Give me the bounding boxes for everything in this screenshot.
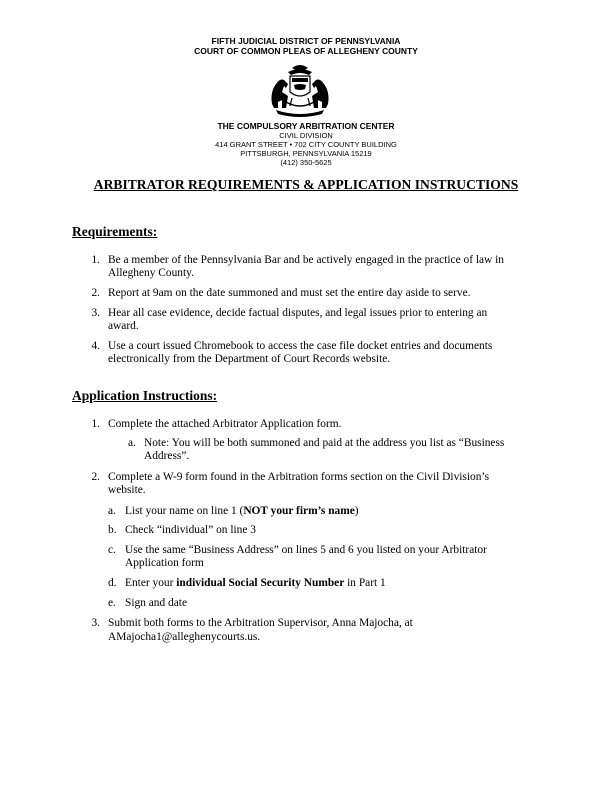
sub-step-text: Use the same “Business Address” on lines 5 and 6 you listed on your Arbitrator (125, 544, 487, 556)
requirement-text: Use a court issued Chromebook to access the case file docket entries and documents (108, 340, 493, 352)
requirement-text: Report at 9am on the date summoned and must set the entire day aside to serve. (108, 287, 471, 299)
center-name: THE COMPULSORY ARBITRATION CENTER (217, 121, 395, 131)
street-address: 414 GRANT STREET • 702 CITY COUNTY BUILDING (215, 140, 397, 149)
sub-step-text: Application form (125, 557, 204, 569)
emphasis-text: NOT your firm’s name (243, 505, 355, 517)
sub-step-text: Address”. (144, 450, 190, 462)
requirement-number: 4. (91, 340, 100, 352)
requirements-heading: Requirements: (72, 224, 158, 239)
sub-step-text: Sign and date (125, 597, 188, 609)
requirement-number: 3. (91, 307, 100, 319)
application-heading: Application Instructions: (72, 388, 218, 403)
requirement-text: electronically from the Department of Court Records website. (108, 353, 391, 365)
phone-number: (412) 350-5625 (280, 158, 332, 167)
step-number: 3. (91, 617, 100, 629)
pennsylvania-coat-of-arms-icon (262, 62, 338, 118)
step-text: Complete the attached Arbitrator Application form. (108, 418, 342, 430)
city-address: PITTSBURGH, PENNSYLVANIA 15219 (240, 149, 372, 158)
step-number: 2. (91, 471, 100, 483)
step-text: website. (108, 484, 146, 496)
sub-step-letter: e. (108, 597, 116, 609)
step-text: Submit both forms to the Arbitration Supervisor, Anna Majocha, at (108, 617, 413, 629)
division-name: CIVIL DIVISION (279, 131, 333, 140)
sub-step-letter: d. (108, 577, 117, 589)
sub-step-letter: a. (128, 437, 136, 449)
step-number: 1. (91, 418, 100, 430)
emphasis-text: individual Social Security Number (176, 577, 345, 589)
sub-step-text: List your name on line 1 (NOT your firm’s name) (125, 505, 359, 517)
step-text: Complete a W-9 form found in the Arbitration forms section on the Civil Division’s (108, 471, 490, 483)
supervisor-email-link[interactable]: AMajocha1@alleghenycourts.us. (108, 631, 261, 643)
sub-step-letter: c. (108, 544, 116, 556)
requirement-text: Be a member of the Pennsylvania Bar and be actively engaged in the practice of law in (108, 254, 504, 266)
sub-step-letter: b. (108, 524, 117, 536)
requirement-number: 1. (91, 254, 100, 266)
sub-step-text: Check “individual” on line 3 (125, 524, 256, 536)
sub-step-text: Note: You will be both summoned and paid at the address you list as “Business (144, 437, 505, 449)
requirement-number: 2. (91, 287, 100, 299)
document-title: ARBITRATOR REQUIREMENTS & APPLICATION INSTRUCTIONS (93, 177, 519, 192)
requirement-text: award. (108, 320, 139, 332)
requirement-text: Allegheny County. (108, 267, 194, 279)
court-name: COURT OF COMMON PLEAS OF ALLEGHENY COUNTY (194, 46, 418, 56)
requirement-text: Hear all case evidence, decide factual disputes, and legal issues prior to entering an (108, 307, 488, 319)
sub-step-text: Enter your individual Social Security Number in Part 1 (125, 577, 386, 589)
district-name: FIFTH JUDICIAL DISTRICT OF PENNSYLVANIA (211, 36, 401, 46)
sub-step-letter: a. (108, 505, 116, 517)
